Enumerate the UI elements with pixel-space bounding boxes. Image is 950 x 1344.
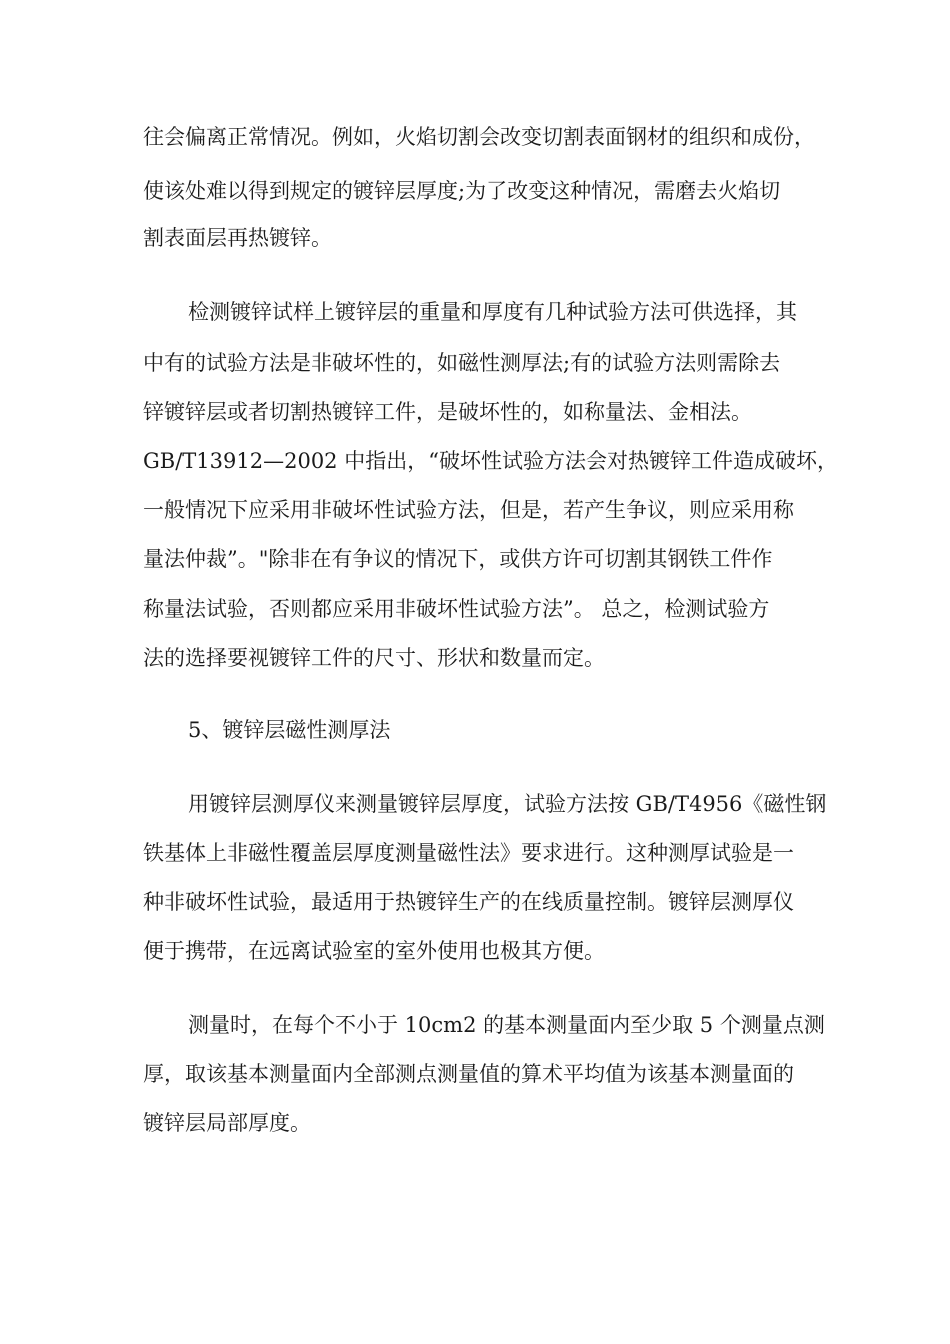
paragraph-4-line-3: 镀锌层局部厚度。 bbox=[143, 1111, 311, 1135]
paragraph-1-line-1: 往会偏离正常情况。例如，火焰切割会改变切割表面钢材的组织和成份， bbox=[143, 125, 815, 149]
paragraph-2-line-2: 中有的试验方法是非破坏性的，如磁性测厚法;有的试验方法则需除去 bbox=[143, 351, 781, 375]
paragraph-3-line-2: 铁基体上非磁性覆盖层厚度测量磁性法》要求进行。这种测厚试验是一 bbox=[143, 841, 794, 865]
paragraph-3-line-4: 便于携带，在远离试验室的室外使用也极其方便。 bbox=[143, 939, 605, 963]
paragraph-2-line-6: 量法仲裁”。"除非在有争议的情况下，或供方许可切割其钢铁工件作 bbox=[143, 547, 773, 571]
paragraph-2-line-8: 法的选择要视镀锌工件的尺寸、形状和数量而定。 bbox=[143, 646, 605, 670]
paragraph-4-line-1: 测量时，在每个不小于 10cm2 的基本测量面内至少取 5 个测量点测 bbox=[188, 1013, 825, 1037]
paragraph-3-line-3: 种非破坏性试验，最适用于热镀锌生产的在线质量控制。镀锌层测厚仪 bbox=[143, 890, 794, 914]
paragraph-3-line-1: 用镀锌层测厚仪来测量镀锌层厚度，试验方法按 GB/T4956《磁性钢 bbox=[188, 792, 827, 816]
paragraph-2-line-3: 锌镀锌层或者切割热镀锌工件，是破坏性的，如称量法、金相法。 bbox=[143, 400, 752, 424]
paragraph-1-line-3: 割表面层再热镀锌。 bbox=[143, 226, 332, 250]
paragraph-2-line-4: GB/T13912—2002 中指出，“破坏性试验方法会对热镀锌工件造成破坏， bbox=[143, 449, 838, 473]
paragraph-1-line-2: 使该处难以得到规定的镀锌层厚度;为了改变这种情况，需磨去火焰切 bbox=[143, 179, 781, 203]
paragraph-2-line-5: 一般情况下应采用非破坏性试验方法，但是，若产生争议，则应采用称 bbox=[143, 498, 794, 522]
section-heading: 5、镀锌层磁性测厚法 bbox=[188, 718, 391, 742]
paragraph-2-line-7: 称量法试验，否则都应采用非破坏性试验方法”。 总之，检测试验方 bbox=[143, 597, 770, 621]
paragraph-2-line-1: 检测镀锌试样上镀锌层的重量和厚度有几种试验方法可供选择，其 bbox=[188, 300, 797, 324]
paragraph-4-line-2: 厚，取该基本测量面内全部测点测量值的算术平均值为该基本测量面的 bbox=[143, 1062, 794, 1086]
